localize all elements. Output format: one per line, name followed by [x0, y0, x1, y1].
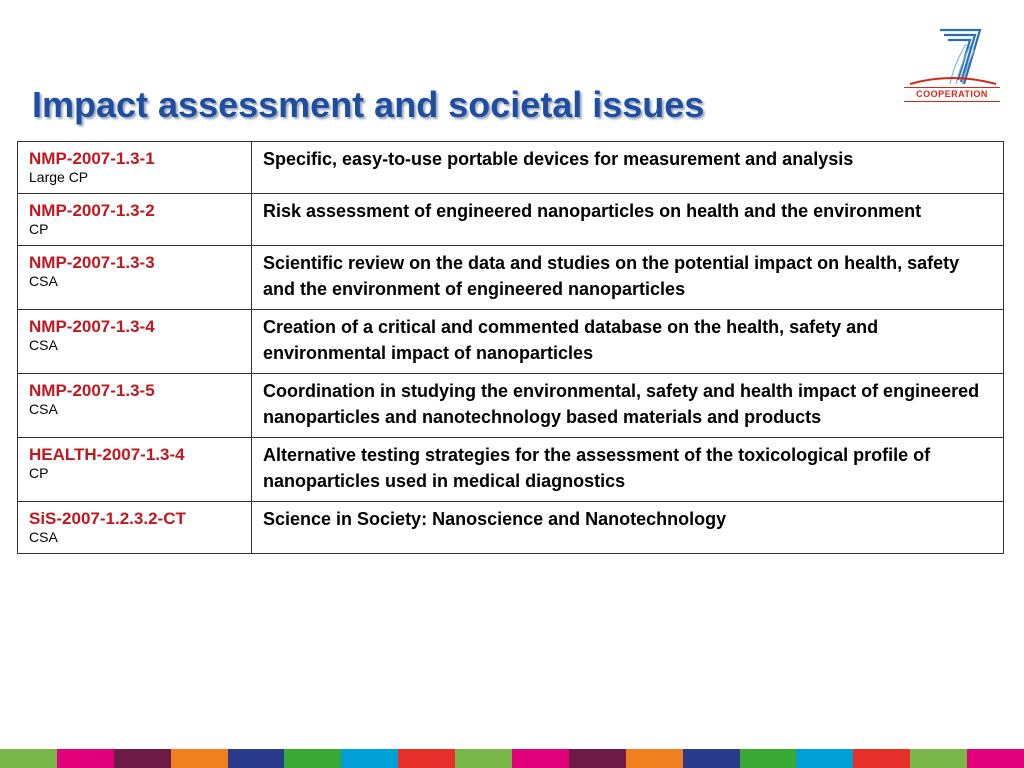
- table-row: [18, 246, 1004, 310]
- footer-stripe: [341, 749, 398, 768]
- topic-description: Science in Society: Nanoscience and Nanotechnology: [263, 509, 727, 529]
- footer-stripe: [910, 749, 967, 768]
- footer-stripe: [171, 749, 228, 768]
- footer-stripe: [57, 749, 114, 768]
- table-row: [18, 438, 1004, 502]
- footer-stripe: [569, 749, 626, 768]
- funding-scheme: CP: [29, 465, 49, 481]
- table-row: [18, 142, 1004, 194]
- topic-code-cell: [18, 310, 252, 374]
- footer-stripe: [455, 749, 512, 768]
- footer-stripe: [796, 749, 853, 768]
- footer-stripe: [683, 749, 740, 768]
- topic-description: Coordination in studying the environmental, safety and health impact of engineered nanoparticles and nanotechnology based materials and products: [263, 381, 980, 427]
- footer-stripe: [284, 749, 341, 768]
- funding-scheme: CP: [29, 221, 49, 237]
- table-row: [18, 310, 1004, 374]
- topic-description: Specific, easy-to-use portable devices for measurement and analysis: [263, 149, 854, 169]
- table-row: [18, 374, 1004, 438]
- topic-code: NMP-2007-1.3-3: [29, 253, 155, 272]
- footer-stripe: [512, 749, 569, 768]
- topic-code: HEALTH-2007-1.3-4: [29, 445, 185, 464]
- funding-scheme: CSA: [29, 529, 58, 545]
- funding-scheme: Large CP: [29, 169, 89, 185]
- topic-description-cell: [252, 194, 1004, 246]
- topic-description: Scientific review on the data and studies on the potential impact on health, safety and the environment of engineered nanoparticles: [263, 253, 960, 299]
- topic-description-cell: [252, 142, 1004, 194]
- topic-code-cell: [18, 246, 252, 310]
- topic-code-cell: [18, 194, 252, 246]
- topic-code-cell: [18, 142, 252, 194]
- slide-title: Impact assessment and societal issues: [32, 84, 705, 125]
- topic-code: NMP-2007-1.3-5: [29, 381, 155, 400]
- topic-code: NMP-2007-1.3-1: [29, 149, 155, 168]
- topic-code: NMP-2007-1.3-2: [29, 201, 155, 220]
- topic-description-cell: [252, 246, 1004, 310]
- topic-code: SiS-2007-1.2.3.2-CT: [29, 509, 186, 528]
- funding-scheme: CSA: [29, 401, 58, 417]
- funding-scheme: CSA: [29, 273, 58, 289]
- funding-scheme: CSA: [29, 337, 58, 353]
- topic-description: Creation of a critical and commented database on the health, safety and environmental impact of nanoparticles: [263, 317, 879, 363]
- footer-stripe: [626, 749, 683, 768]
- footer-stripe: [114, 749, 171, 768]
- topic-description-cell: [252, 310, 1004, 374]
- logo-caption: COOPERATION: [904, 87, 1000, 102]
- footer-stripe: [0, 749, 57, 768]
- footer-stripe: [740, 749, 797, 768]
- topic-description-cell: [252, 438, 1004, 502]
- topic-description: Alternative testing strategies for the assessment of the toxicological profile of nanoparticles used in medical diagnostics: [263, 445, 931, 491]
- table-row: [18, 194, 1004, 246]
- footer-stripe: [853, 749, 910, 768]
- topic-description: Risk assessment of engineered nanoparticles on health and the environment: [263, 201, 922, 221]
- footer-stripe: [228, 749, 285, 768]
- footer-color-bar: [0, 749, 1024, 768]
- topic-description-cell: [252, 374, 1004, 438]
- topic-code-cell: [18, 374, 252, 438]
- topics-table: [17, 141, 1004, 554]
- topic-code-cell: [18, 438, 252, 502]
- footer-stripe: [967, 749, 1024, 768]
- table-row: [18, 502, 1004, 554]
- topic-code-cell: [18, 502, 252, 554]
- topic-code: NMP-2007-1.3-4: [29, 317, 155, 336]
- footer-stripe: [398, 749, 455, 768]
- topic-description-cell: [252, 502, 1004, 554]
